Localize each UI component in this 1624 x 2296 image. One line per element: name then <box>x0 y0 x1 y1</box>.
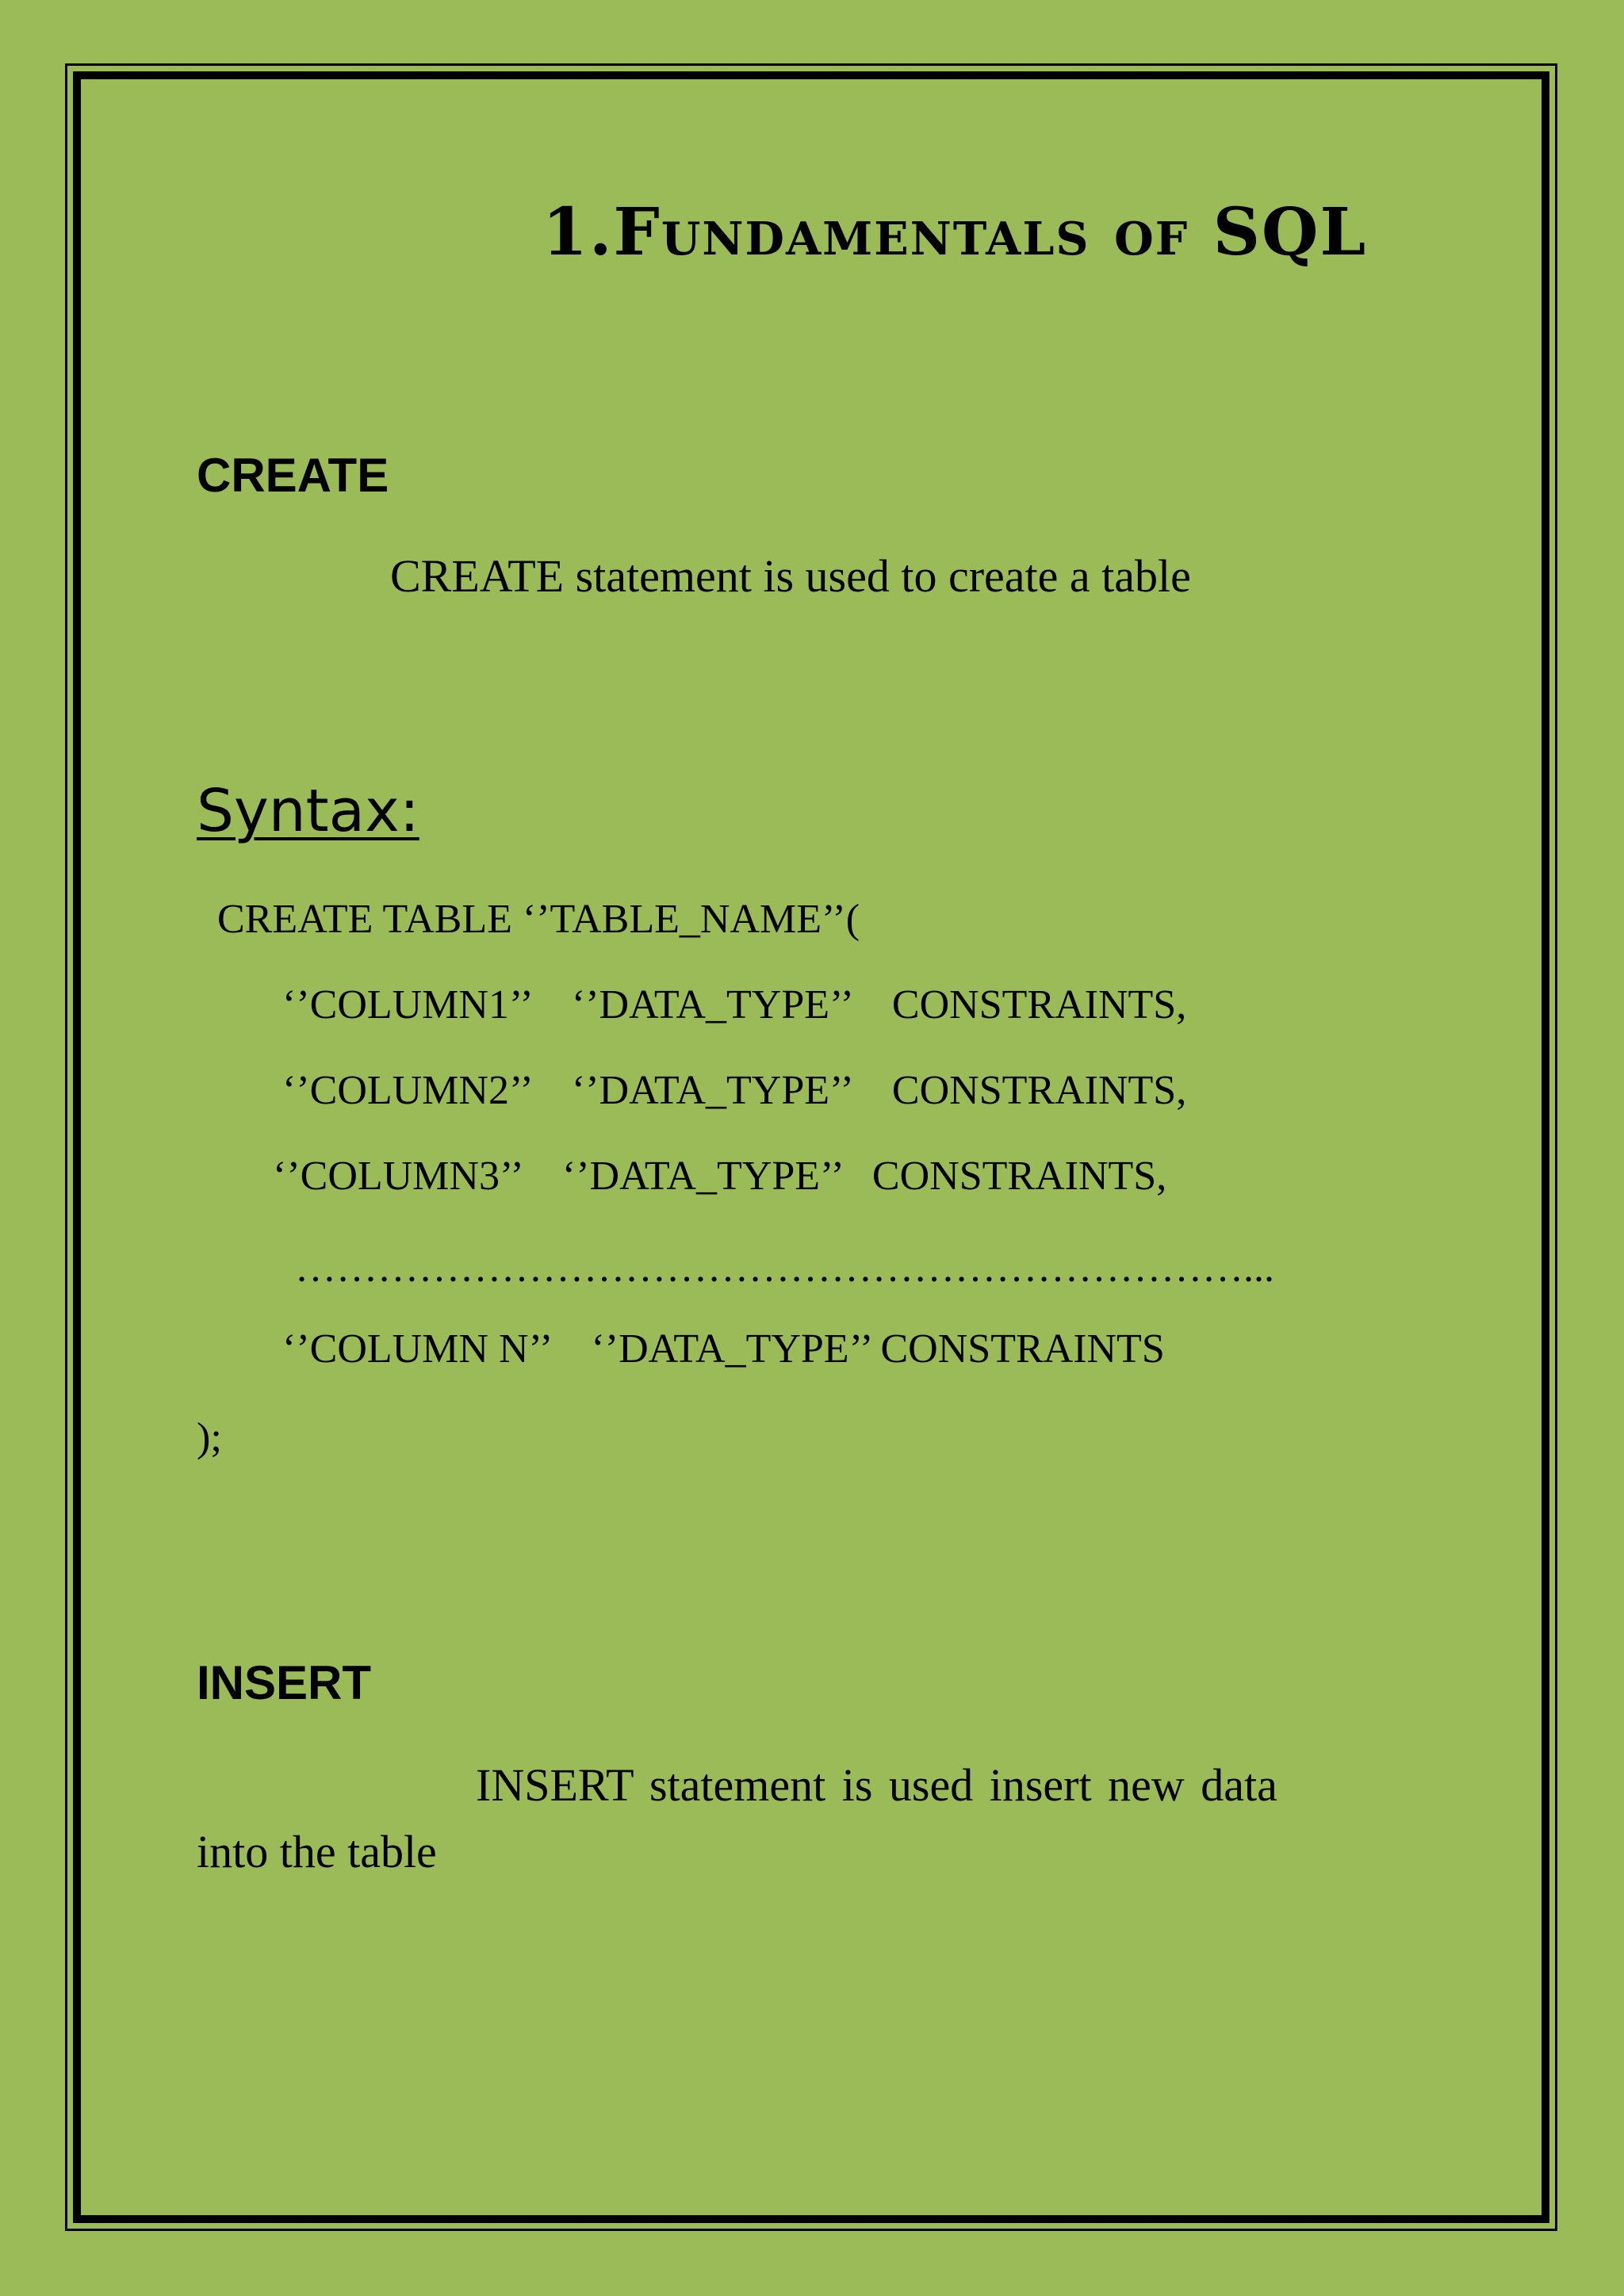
create-description: CREATE statement is used to create a table <box>390 550 1191 602</box>
insert-description-line1: INSERT statement is used insert new data <box>476 1759 1277 1811</box>
syntax-line-create-table: CREATE TABLE ‘’TABLE_NAME’’( <box>217 897 860 942</box>
syntax-label: Syntax: <box>197 777 419 845</box>
create-heading: CREATE <box>197 449 389 502</box>
syntax-line-column2: ‘’COLUMN2’’ ‘’DATA_TYPE’’ CONSTRAINTS, <box>282 1068 1187 1113</box>
insert-heading: INSERT <box>197 1656 372 1709</box>
syntax-line-column1: ‘’COLUMN1’’ ‘’DATA_TYPE’’ CONSTRAINTS, <box>282 982 1187 1027</box>
syntax-line-closing: ); <box>197 1415 222 1460</box>
syntax-line-ellipsis: ……………………………………………………………... <box>295 1246 1274 1291</box>
insert-description-line2: into the table <box>197 1826 437 1877</box>
syntax-line-column-n: ‘’COLUMN N’’ ‘’DATA_TYPE’’ CONSTRAINTS <box>282 1326 1165 1372</box>
page-title: 1.Fundamentals of SQL <box>542 194 1368 270</box>
page-border-inner <box>73 71 1549 2223</box>
syntax-line-column3: ‘’COLUMN3’’ ‘’DATA_TYPE’’ CONSTRAINTS, <box>273 1154 1167 1199</box>
